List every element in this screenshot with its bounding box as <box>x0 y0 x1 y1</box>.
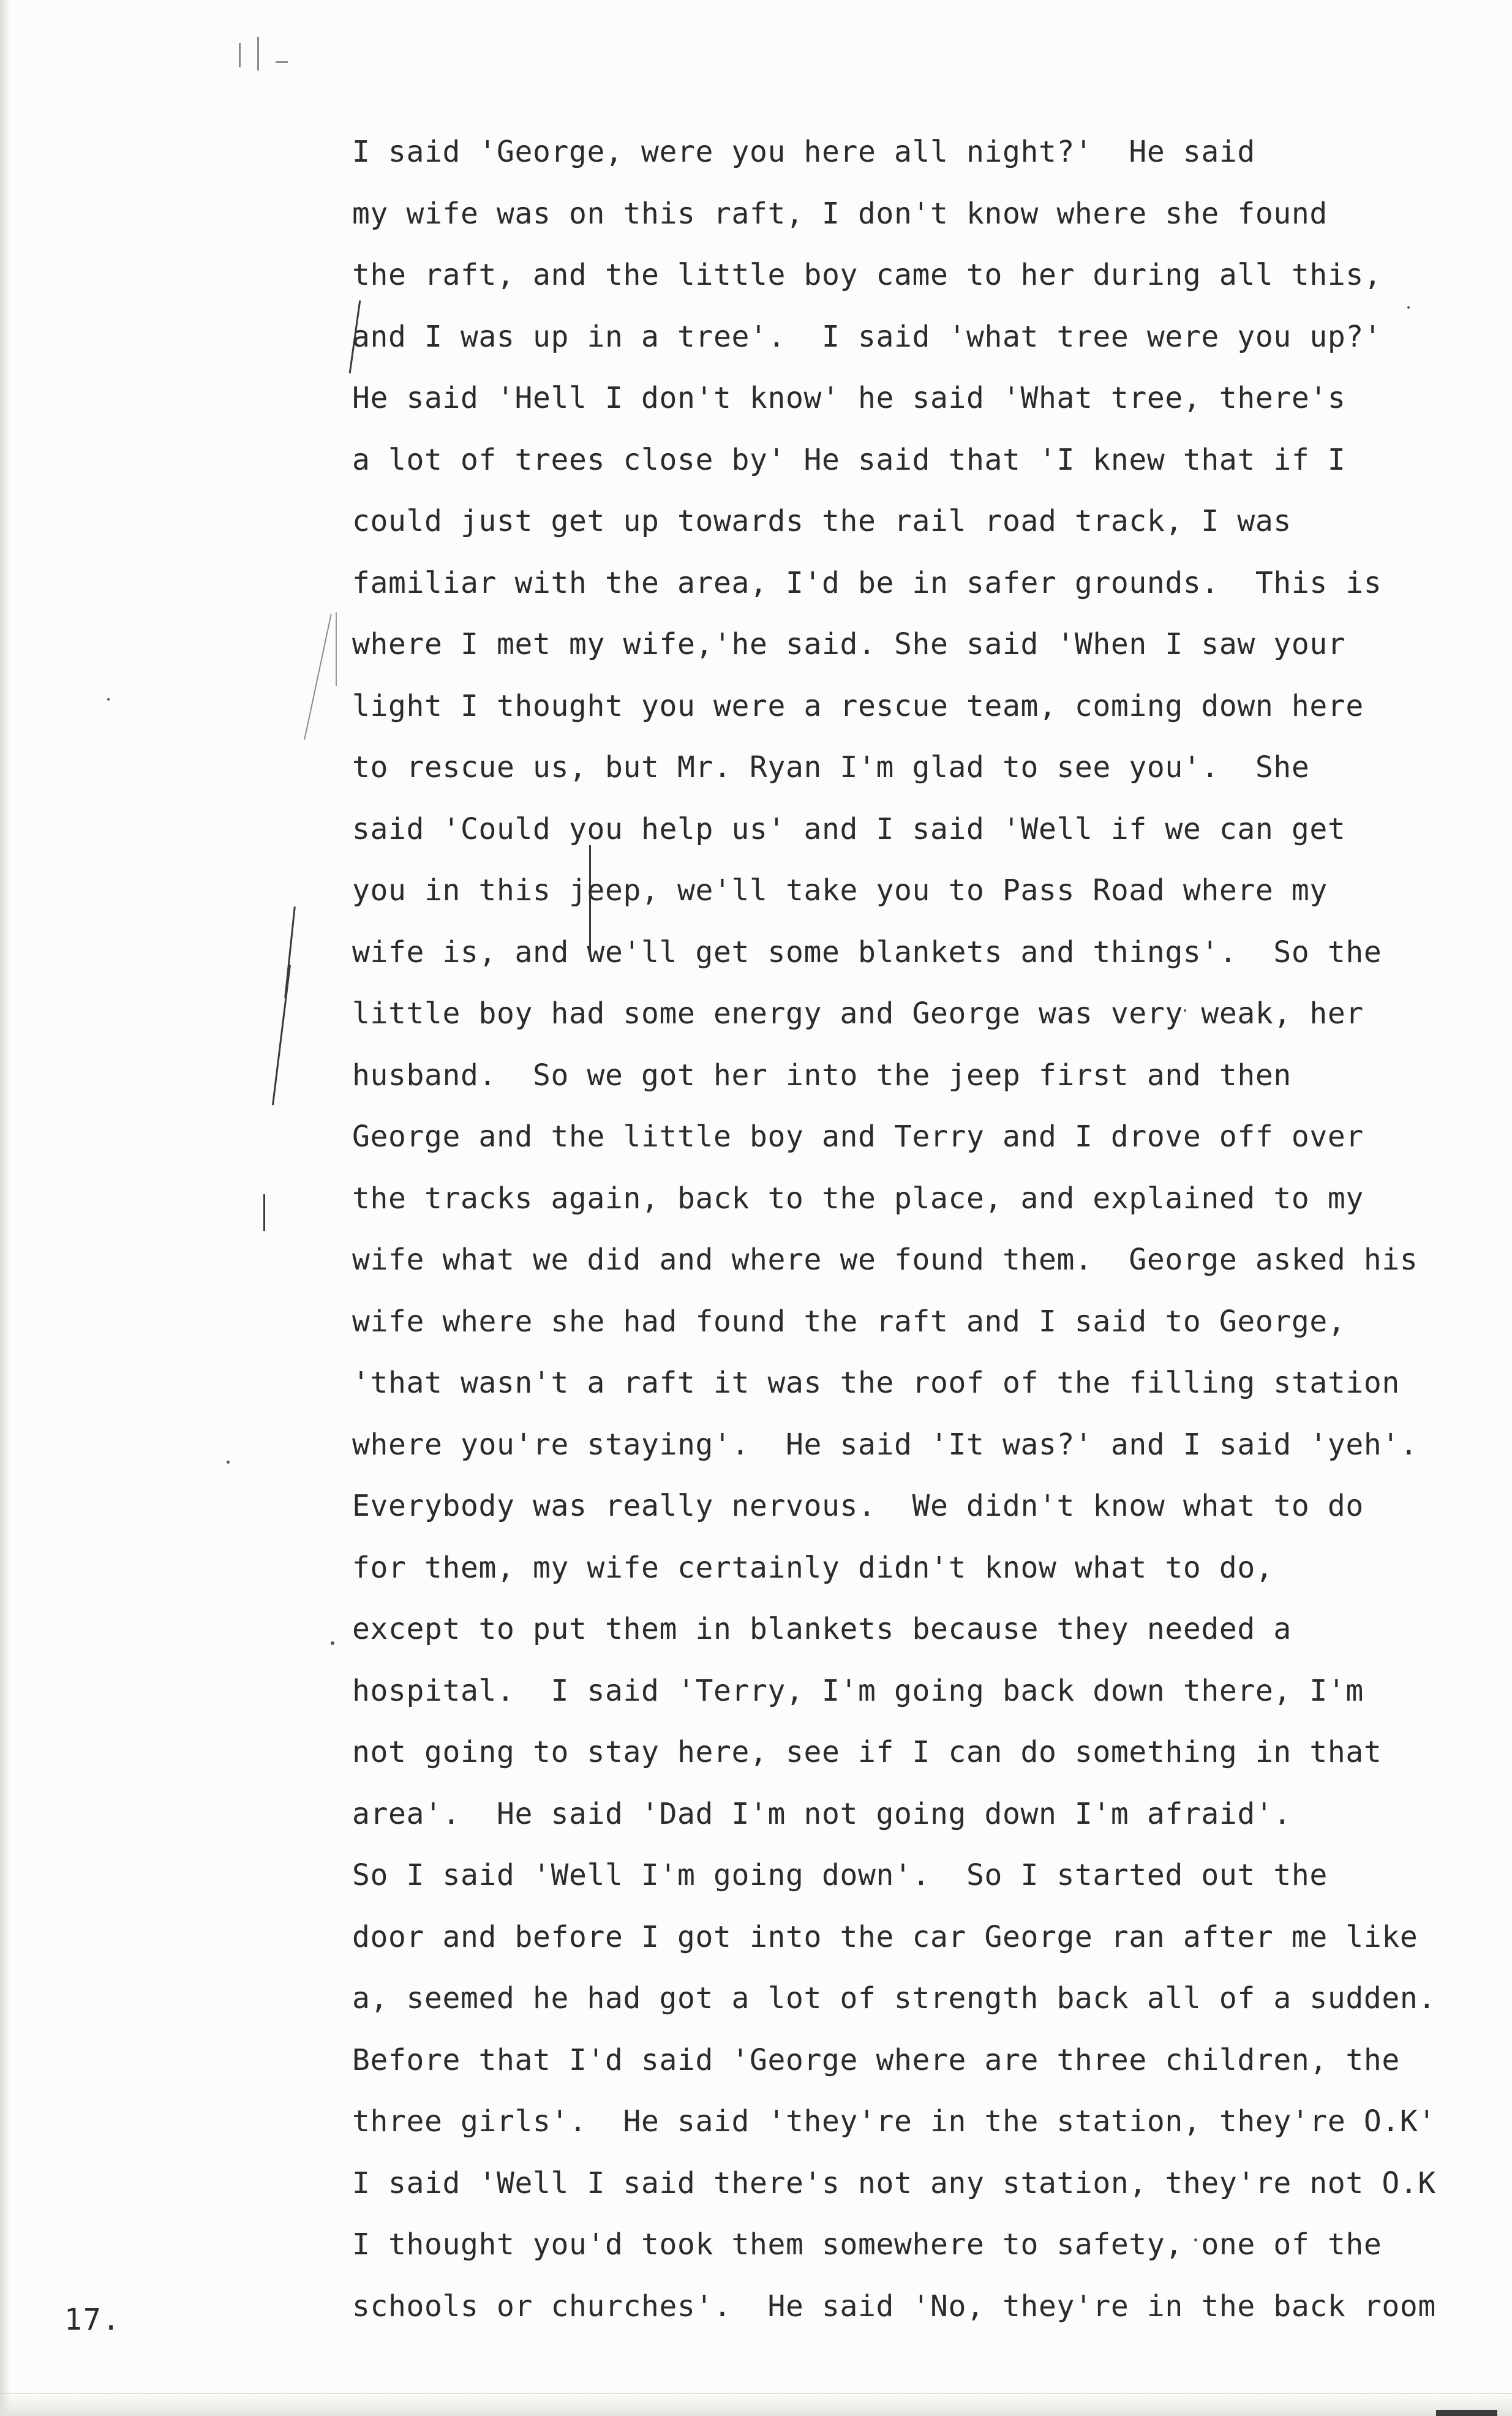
margin-pencil-mark <box>304 614 332 740</box>
text-line: familiar with the area, I'd be in safer grounds. This is <box>352 565 1382 600</box>
text-line: schools or churches'. He said 'No, they're in the back room <box>352 2289 1436 2324</box>
text-line: three girls'. He said 'they're in the station, they're O.K' <box>352 2104 1436 2139</box>
typewritten-transcript <box>352 121 1491 2337</box>
margin-pen-mark <box>284 906 296 998</box>
text-line: the tracks again, back to the place, and explained to my <box>352 1181 1364 1216</box>
text-line: could just get up towards the rail road track, I was <box>352 504 1292 538</box>
text-line: said 'Could you help us' and I said 'Well if we can get <box>352 811 1346 846</box>
text-line: where you're staying'. He said 'It was?' and I said 'yeh'. <box>352 1427 1418 1462</box>
text-line: Before that I'd said 'George where are three children, the <box>352 2042 1400 2077</box>
text-line: door and before I got into the car George ran after me like <box>352 1919 1418 1954</box>
text-line: 'that wasn't a raft it was the roof of the filling station <box>352 1366 1400 1400</box>
text-line: where I met my wife,'he said. She said 'When I saw your <box>352 627 1346 661</box>
text-line: I said 'Well I said there's not any station, they're not O.K <box>352 2166 1436 2200</box>
page-left-edge <box>0 0 11 2416</box>
text-line: you in this jeep, we'll take you to Pass Road where my <box>352 873 1328 908</box>
text-line: for them, my wife certainly didn't know what to do, <box>352 1550 1274 1585</box>
text-line: George and the little boy and Terry and I drove off over <box>352 1120 1364 1154</box>
text-line: a, seemed he had got a lot of strength back all of a sudden. <box>352 1981 1436 2015</box>
ink-speck <box>107 698 110 701</box>
margin-pen-mark <box>272 965 291 1105</box>
text-line: I thought you'd took them somewhere to safety, one of the <box>352 2227 1382 2262</box>
text-line: except to put them in blankets because they needed a <box>352 1612 1292 1646</box>
margin-pencil-mark <box>336 612 337 686</box>
text-line: a lot of trees close by' He said that 'I knew that if I <box>352 442 1346 477</box>
text-line: not going to stay here, see if I can do something in that <box>352 1735 1382 1769</box>
text-line: area'. He said 'Dad I'm not going down I'm afraid'. <box>352 1796 1292 1831</box>
margin-pen-mark <box>263 1194 265 1231</box>
text-line: Everybody was really nervous. We didn't know what to do <box>352 1489 1364 1523</box>
text-line: hospital. I said 'Terry, I'm going back down there, I'm <box>352 1673 1364 1708</box>
page-number: 17. <box>64 2303 121 2337</box>
text-line: I said 'George, were you here all night?' He said <box>352 135 1255 169</box>
text-line: husband. So we got her into the jeep first and then <box>352 1058 1292 1093</box>
text-line: little boy had some energy and George was very weak, her <box>352 996 1364 1031</box>
text-line: my wife was on this raft, I don't know where she found <box>352 196 1328 231</box>
ink-speck <box>227 1461 230 1464</box>
text-line: the raft, and the little boy came to her during all this, <box>352 258 1382 292</box>
text-line: wife is, and we'll get some blankets and things'. So the <box>352 935 1382 969</box>
text-line: He said 'Hell I don't know' he said 'What tree, there's <box>352 381 1346 415</box>
page-bottom-edge <box>0 2393 1512 2416</box>
top-smudge-marks <box>239 37 312 80</box>
text-line: So I said 'Well I'm going down'. So I started out the <box>352 1858 1328 1892</box>
text-line: light I thought you were a rescue team, coming down here <box>352 688 1364 723</box>
ink-speck <box>331 1641 334 1645</box>
corner-tab-mark <box>1436 2410 1497 2416</box>
text-line: and I was up in a tree'. I said 'what tree were you up?' <box>352 319 1382 354</box>
text-line: wife where she had found the raft and I said to George, <box>352 1304 1346 1339</box>
text-line: wife what we did and where we found them. George asked his <box>352 1243 1418 1277</box>
text-line: to rescue us, but Mr. Ryan I'm glad to see you'. She <box>352 750 1310 785</box>
